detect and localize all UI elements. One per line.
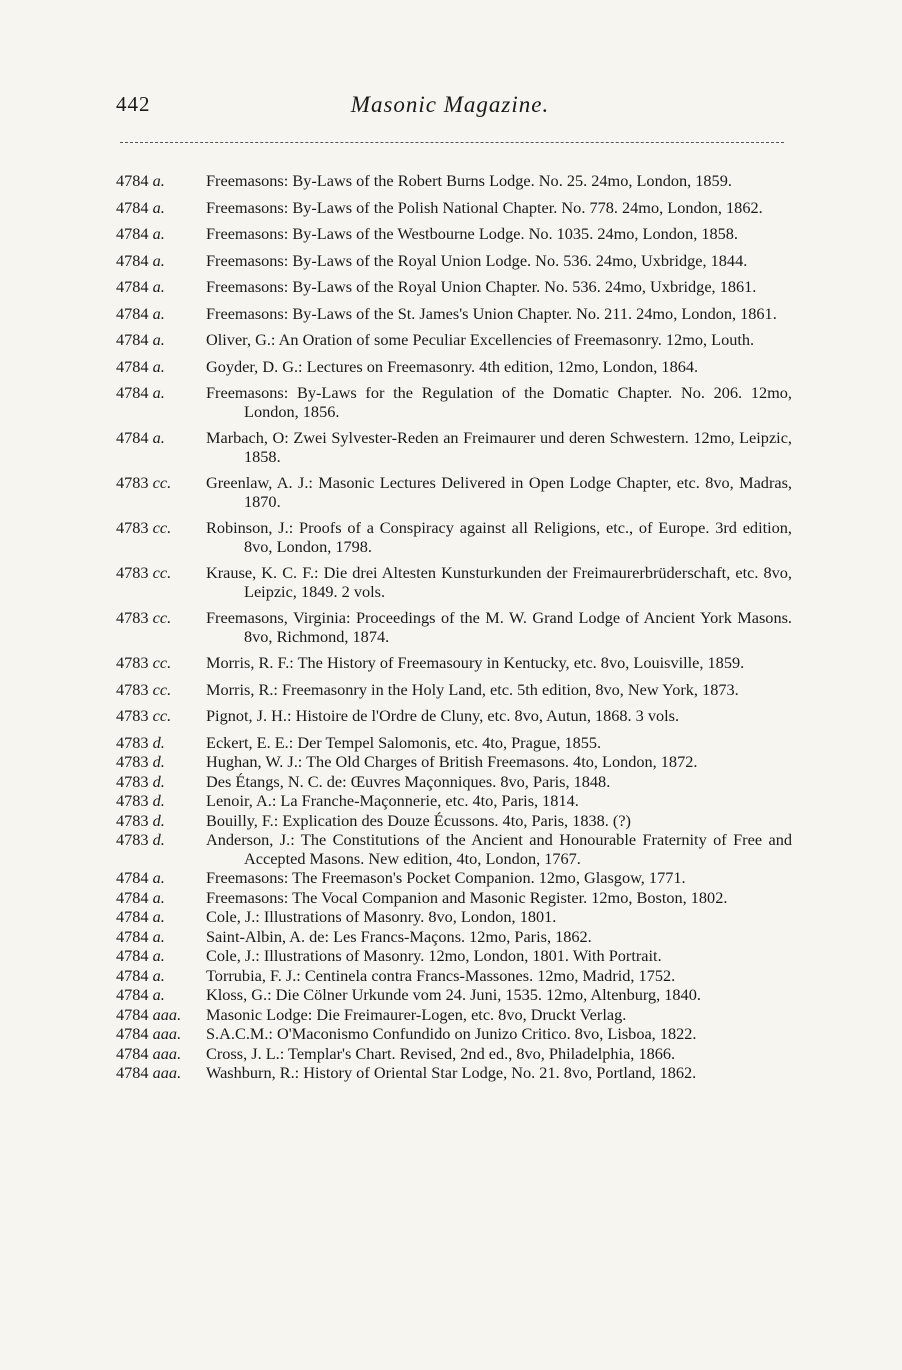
entry-number-value: 4783 — [116, 830, 149, 849]
entry-number-value: 4784 — [116, 197, 149, 217]
entry-number-suffix: a. — [152, 965, 165, 985]
entry-text: Lenoir, A.: La Franche-Maçonnerie, etc. 4to, Paris, 1814. — [206, 791, 579, 810]
entry-number-value: 4784 — [116, 356, 149, 376]
entry-number — [112, 384, 206, 421]
entry-text: Marbach, O: Zwei Sylvester-Reden an Freimaurer und deren Schwestern. 12mo, Leipzic, 1858. — [206, 428, 792, 466]
catalogue-entry — [112, 474, 792, 511]
entry-text: Cross, J. L.: Templar's Chart. Revised, 2nd ed., 8vo, Philadelphia, 1866. — [206, 1043, 676, 1063]
entry-number — [112, 252, 206, 271]
entry-number-value: 4784 — [116, 1063, 149, 1082]
catalogue-entry — [112, 707, 792, 726]
entry-number-value: 4784 — [116, 868, 149, 887]
entry-text: Freemasons: By-Laws of the Robert Burns Lodge. No. 25. 24mo, London, 1859. — [206, 171, 732, 190]
entry-number-suffix: a. — [152, 356, 165, 376]
catalogue-entry — [112, 967, 792, 986]
entry-text: Freemasons: By-Laws of the Royal Union Chapter. No. 536. 24mo, Uxbridge, 1861. — [206, 277, 757, 296]
entry-number — [112, 358, 206, 377]
entry-text: Greenlaw, A. J.: Masonic Lectures Delivered in Open Lodge Chapter, etc. 8vo, Madras, 1870. — [206, 473, 792, 511]
page-number: 442 — [116, 92, 151, 116]
entry-number — [112, 734, 206, 753]
entry-number-value: 4783 — [116, 771, 149, 791]
entry-number-suffix: a. — [152, 277, 165, 296]
catalogue-entry — [112, 831, 792, 868]
entry-number-value: 4784 — [116, 303, 149, 323]
entry-number-suffix: a. — [152, 171, 165, 190]
entry-number — [112, 1006, 206, 1025]
entry-number-value: 4784 — [116, 985, 149, 1004]
entry-number — [112, 564, 206, 601]
entry-text: Freemasons: By-Laws of the Royal Union Lodge. No. 536. 24mo, Uxbridge, 1844. — [206, 250, 748, 270]
entry-text: Krause, K. C. F.: Die drei Altesten Kunsturkunden der Freimaurerbrüderschaft, etc. 8vo, Leipzic, 1849. 2 vols. — [206, 563, 792, 601]
catalogue-entry — [112, 1045, 792, 1064]
entry-number — [112, 889, 206, 908]
entry-number — [112, 707, 206, 726]
catalogue-entry — [112, 773, 792, 792]
entry-number-value: 4784 — [116, 224, 149, 243]
entry-text: Eckert, E. E.: Der Tempel Salomonis, etc. 4to, Prague, 1855. — [206, 732, 602, 752]
entry-number-suffix: aaa. — [152, 1043, 182, 1063]
entry-text: Cole, J.: Illustrations of Masonry. 8vo, London, 1801. — [206, 907, 557, 926]
entry-number-suffix: d. — [152, 791, 165, 810]
entry-text: Anderson, J.: The Constitutions of the Ancient and Honourable Fraternity of Free and Accepted Masons. New edition, 4to, London, 1767. — [206, 830, 792, 868]
entry-number — [112, 654, 206, 673]
entry-number — [112, 967, 206, 986]
entry-number — [112, 773, 206, 792]
catalogue-entry — [112, 986, 792, 1005]
entry-number-suffix: cc. — [152, 706, 172, 725]
entry-number — [112, 172, 206, 191]
entry-number-value: 4783 — [116, 810, 149, 830]
catalogue-entry — [112, 172, 792, 191]
entry-text: Freemasons: The Vocal Companion and Masonic Register. 12mo, Boston, 1802. — [206, 887, 728, 907]
entry-text: Torrubia, F. J.: Centinela contra Francs-Massones. 12mo, Madrid, 1752. — [206, 965, 676, 985]
catalogue-entry — [112, 812, 792, 831]
entry-text: Pignot, J. H.: Histoire de l'Ordre de Cluny, etc. 8vo, Autun, 1868. 3 vols. — [206, 706, 680, 725]
page-title: Masonic Magazine. — [350, 92, 550, 117]
entry-text: S.A.C.M.: O'Maconismo Confundido on Junizo Critico. 8vo, Lisboa, 1822. — [206, 1024, 697, 1043]
entry-number-suffix: d. — [152, 771, 165, 791]
entry-text: Des Étangs, N. C. de: Œuvres Maçonniques. 8vo, Paris, 1848. — [206, 771, 611, 791]
entry-number-value: 4783 — [116, 706, 149, 725]
entry-text: Freemasons: By-Laws for the Regulation of the Domatic Chapter. No. 206. 12mo, London, 1856. — [206, 383, 792, 421]
entry-number — [112, 1045, 206, 1064]
entry-text: Morris, R.: Freemasonry in the Holy Land, etc. 5th edition, 8vo, New York, 1873. — [206, 679, 739, 699]
catalogue-entry — [112, 734, 792, 753]
entry-text: Hughan, W. J.: The Old Charges of British Freemasons. 4to, London, 1872. — [206, 752, 698, 771]
catalogue-entry — [112, 278, 792, 297]
entry-number-suffix: a. — [152, 330, 165, 349]
entry-number — [112, 792, 206, 811]
header-rule — [120, 142, 784, 143]
catalogue-entry — [112, 384, 792, 421]
entry-number — [112, 1025, 206, 1044]
entry-number-suffix: cc. — [152, 563, 172, 582]
entry-number-suffix: aaa. — [152, 1063, 182, 1082]
entry-number-value: 4783 — [116, 679, 149, 699]
catalogue-entry — [112, 1064, 792, 1083]
entry-text: Freemasons: The Freemason's Pocket Companion. 12mo, Glasgow, 1771. — [206, 868, 686, 887]
entry-text: Goyder, D. G.: Lectures on Freemasonry. 4th edition, 12mo, London, 1864. — [206, 356, 699, 376]
catalogue-entry — [112, 609, 792, 646]
entry-number-value: 4783 — [116, 518, 149, 537]
catalogue-entry — [112, 429, 792, 466]
entry-number-suffix: a. — [152, 887, 165, 907]
entry-number-suffix: a. — [152, 985, 165, 1004]
entry-number-value: 4784 — [116, 250, 149, 270]
entry-text: Masonic Lodge: Die Freimaurer-Logen, etc. 8vo, Druckt Verlag. — [206, 1004, 627, 1024]
catalogue-entry — [112, 792, 792, 811]
entry-number-value: 4784 — [116, 428, 149, 447]
entry-text: Cole, J.: Illustrations of Masonry. 12mo, London, 1801. With Portrait. — [206, 946, 662, 965]
entry-number-suffix: a. — [152, 303, 165, 323]
entry-number — [112, 681, 206, 700]
entry-text: Washburn, R.: History of Oriental Star Lodge, No. 21. 8vo, Portland, 1862. — [206, 1063, 697, 1082]
entry-number-suffix: aaa. — [152, 1024, 182, 1043]
catalogue-entry — [112, 1025, 792, 1044]
entry-number — [112, 429, 206, 466]
entry-number-value: 4784 — [116, 907, 149, 926]
catalogue-entry — [112, 225, 792, 244]
page-header — [116, 92, 784, 122]
entry-number-value: 4784 — [116, 1024, 149, 1043]
entry-number — [112, 225, 206, 244]
catalogue-entry — [112, 889, 792, 908]
entry-number-value: 4784 — [116, 330, 149, 349]
entry-number — [112, 474, 206, 511]
entry-text: Freemasons, Virginia: Proceedings of the M. W. Grand Lodge of Ancient York Masons. 8vo, Richmond, 1874. — [206, 608, 792, 646]
entry-number-value: 4784 — [116, 383, 149, 402]
catalogue-entry — [112, 947, 792, 966]
entry-text: Morris, R. F.: The History of Freemasoury in Kentucky, etc. 8vo, Louisville, 1859. — [206, 653, 745, 672]
entry-number-value: 4783 — [116, 473, 149, 492]
entry-text: Freemasons: By-Laws of the Westbourne Lodge. No. 1035. 24mo, London, 1858. — [206, 224, 738, 243]
entry-number-suffix: d. — [152, 830, 165, 849]
catalogue-entry — [112, 928, 792, 947]
entry-number-suffix: a. — [152, 383, 165, 402]
catalogue-entry — [112, 908, 792, 927]
entry-text: Freemasons: By-Laws of the St. James's Union Chapter. No. 211. 24mo, London, 1861. — [206, 303, 777, 323]
entry-number-value: 4784 — [116, 887, 149, 907]
entry-number — [112, 331, 206, 350]
catalogue-entry — [112, 1006, 792, 1025]
entry-number-value: 4784 — [116, 1043, 149, 1063]
entry-number-suffix: a. — [152, 868, 165, 887]
entry-number-value: 4784 — [116, 946, 149, 965]
entry-number-value: 4783 — [116, 563, 149, 582]
entry-number — [112, 753, 206, 772]
entry-number-value: 4784 — [116, 926, 149, 946]
catalogue-list — [112, 172, 792, 1084]
entry-text: Robinson, J.: Proofs of a Conspiracy against all Religions, etc., of Europe. 3rd edition, 8vo, London, 1798. — [206, 518, 792, 556]
entry-number-suffix: a. — [152, 250, 165, 270]
entry-number-value: 4783 — [116, 732, 149, 752]
entry-number-suffix: a. — [152, 907, 165, 926]
entry-number-value: 4784 — [116, 965, 149, 985]
entry-number — [112, 831, 206, 868]
entry-number-value: 4784 — [116, 1004, 149, 1024]
catalogue-entry — [112, 753, 792, 772]
entry-number — [112, 609, 206, 646]
entry-number-value: 4784 — [116, 277, 149, 296]
entry-number — [112, 199, 206, 218]
entry-number-suffix: cc. — [152, 653, 172, 672]
entry-number-suffix: a. — [152, 224, 165, 243]
entry-number-suffix: cc. — [152, 608, 172, 627]
catalogue-entry — [112, 331, 792, 350]
catalogue-entry — [112, 564, 792, 601]
entry-number-suffix: cc. — [152, 679, 172, 699]
catalogue-entry — [112, 681, 792, 700]
entry-number-suffix: d. — [152, 732, 165, 752]
entry-number-suffix: a. — [152, 926, 165, 946]
catalogue-entry — [112, 305, 792, 324]
entry-number — [112, 1064, 206, 1083]
entry-number — [112, 278, 206, 297]
entry-text: Bouilly, F.: Explication des Douze Écussons. 4to, Paris, 1838. (?) — [206, 810, 631, 830]
catalogue-entry — [112, 869, 792, 888]
entry-number — [112, 812, 206, 831]
entry-number-value: 4784 — [116, 171, 149, 190]
entry-text: Saint-Albin, A. de: Les Francs-Maçons. 12mo, Paris, 1862. — [206, 926, 592, 946]
entry-number-suffix: cc. — [152, 518, 172, 537]
entry-number — [112, 928, 206, 947]
catalogue-entry — [112, 358, 792, 377]
entry-number-suffix: a. — [152, 197, 165, 217]
entry-number-suffix: a. — [152, 946, 165, 965]
entry-number-value: 4783 — [116, 752, 149, 771]
entry-number-value: 4783 — [116, 608, 149, 627]
entry-number — [112, 519, 206, 556]
catalogue-entry — [112, 199, 792, 218]
entry-number — [112, 947, 206, 966]
entry-number-suffix: d. — [152, 752, 165, 771]
entry-number-suffix: aaa. — [152, 1004, 182, 1024]
catalogue-entry — [112, 654, 792, 673]
catalogue-entry — [112, 519, 792, 556]
entry-text: Oliver, G.: An Oration of some Peculiar Excellencies of Freemasonry. 12mo, Louth. — [206, 330, 755, 349]
entry-number-suffix: a. — [152, 428, 165, 447]
entry-number — [112, 305, 206, 324]
entry-text: Kloss, G.: Die Cölner Urkunde vom 24. Juni, 1535. 12mo, Altenburg, 1840. — [206, 985, 701, 1004]
entry-text: Freemasons: By-Laws of the Polish National Chapter. No. 778. 24mo, London, 1862. — [206, 197, 763, 217]
entry-number-value: 4783 — [116, 791, 149, 810]
catalogue-entry — [112, 252, 792, 271]
entry-number-suffix: cc. — [152, 473, 172, 492]
entry-number-suffix: d. — [152, 810, 165, 830]
entry-number-value: 4783 — [116, 653, 149, 672]
entry-number — [112, 869, 206, 888]
entry-number — [112, 908, 206, 927]
entry-number — [112, 986, 206, 1005]
